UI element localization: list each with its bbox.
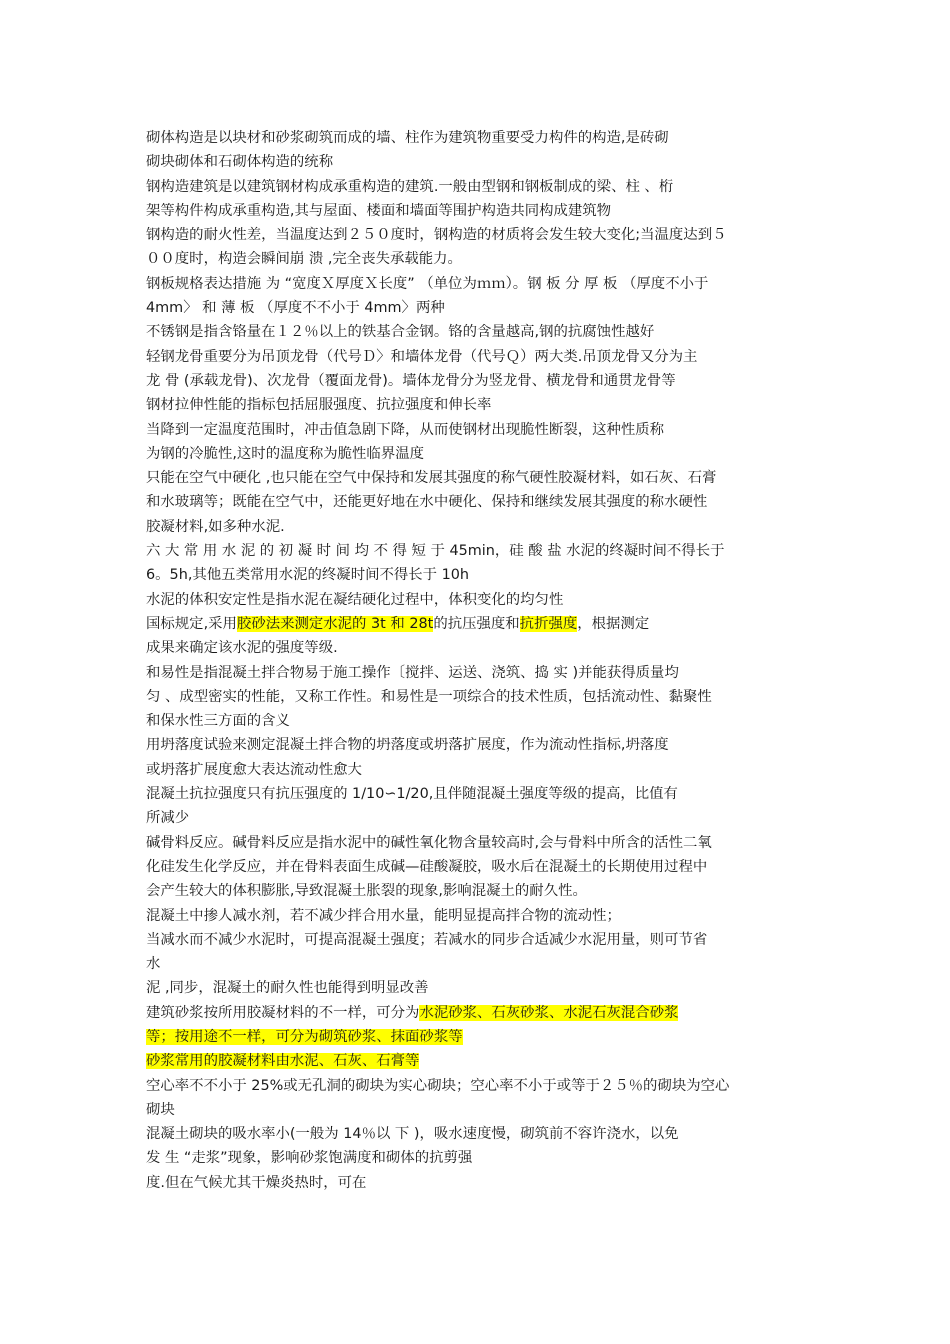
text-run: 不锈钢是指含铬量在１２％以上的铁基合金钢。铬的含量越高,钢的抗腐蚀性越好	[146, 324, 655, 341]
text-run: 轻钢龙骨重要分为吊顶龙骨（代号Ｄ〉和墙体龙骨（代号Ｑ）两大类.吊顶龙骨又分为主	[146, 348, 698, 365]
text-run: 度.但在气候尤其干燥炎热时，可在	[146, 1174, 367, 1191]
text-run: 发 生 “走浆”现象，影响砂浆饱满度和砌体的抗剪强	[146, 1150, 473, 1167]
text-run: 为钢的冷脆性,这时的温度称为脆性临界温度	[146, 445, 424, 462]
text-line	[146, 1074, 810, 1098]
text-run: 混凝土抗拉强度只有抗压强度的 1/10∽1/20,且伴随混凝土强度等级的提高，比值有	[146, 786, 678, 803]
text-run: 会产生较大的体积膨胀,导致混凝土胀裂的现象,影响混凝土的耐久性。	[146, 883, 587, 900]
text-line	[146, 879, 810, 903]
text-run: 砌块砌体和石砌体构造的统称	[146, 154, 334, 171]
text-line	[146, 588, 810, 612]
text-run: 匀 、成型密实的性能，又称工作性。和易性是一项综合的技术性质，包括流动性、黏聚性	[146, 688, 712, 705]
highlighted-text: 抗折强度	[519, 615, 578, 632]
text-line	[146, 831, 810, 855]
text-run: 和易性是指混凝土拌合物易于施工操作〔搅拌、运送、浇筑、捣 实 )并能获得质量均	[146, 664, 679, 681]
text-run: 混凝土砌块的吸水率小(一般为 14％以 下 )，吸水速度慢，砌筑前不容许浇水，以免	[146, 1126, 679, 1143]
text-line	[146, 904, 810, 928]
text-line	[146, 855, 810, 879]
text-run: 碱骨料反应。碱骨料反应是指水泥中的碱性氧化物含量较高时,会与骨料中所含的活性二氧	[146, 834, 712, 851]
text-line	[146, 928, 810, 952]
text-line	[146, 709, 810, 733]
text-run: 钢构造的耐火性差，当温度达到２５０度时，钢构造的材质将会发生较大变化;当温度达到５	[146, 227, 727, 244]
text-run: 架等构件构成承重构造,其与屋面、楼面和墙面等围护构造共同构成建筑物	[146, 202, 612, 219]
text-line	[146, 345, 810, 369]
text-line	[146, 369, 810, 393]
text-run: 砌块	[146, 1101, 175, 1118]
text-line	[146, 636, 810, 660]
text-line	[146, 612, 810, 636]
text-line	[146, 539, 810, 563]
text-line	[146, 272, 810, 296]
text-run: 钢构造建筑是以建筑钢材构成承重构造的建筑.一般由型钢和钢板制成的梁、柱 、桁	[146, 178, 674, 195]
text-run: 4mm〉 和 薄 板 （厚度不不小于 4mm〉两种	[146, 300, 445, 317]
text-run: ，根据测定	[577, 615, 650, 632]
text-run: 钢板规格表达措施 为 “宽度Ｘ厚度Ｘ长度” （单位为ｍｍ）。钢 板 分 厚 板 （厚度不小于	[146, 275, 709, 292]
text-run: 钢材拉伸性能的指标包括屈服强度、抗拉强度和伸长率	[146, 397, 492, 414]
text-line	[146, 1171, 810, 1195]
text-line	[146, 1001, 810, 1025]
text-line	[146, 247, 810, 271]
text-run: 空心率不不小于 25%或无孔洞的砌块为实心砌块；空心率不小于或等于２５％的砌块为空心	[146, 1077, 730, 1094]
text-line	[146, 1146, 810, 1170]
text-run: 当减水而不减少水泥时，可提高混凝土强度；若减水的同步合适减少水泥用量，则可节省	[146, 931, 708, 948]
text-line	[146, 976, 810, 1000]
text-run: 和保水性三方面的含义	[146, 713, 290, 730]
text-line	[146, 1122, 810, 1146]
text-line	[146, 952, 810, 976]
text-run: 建筑砂浆按所用胶凝材料的不一样，可分为	[146, 1004, 420, 1021]
highlighted-text: 等；按用途不一样，可分为砌筑砂浆、抹面砂浆等	[146, 1028, 463, 1045]
text-line	[146, 320, 810, 344]
text-run: 龙 骨 (承载龙骨)、次龙骨（覆面龙骨)。墙体龙骨分为竖龙骨、横龙骨和通贯龙骨等	[146, 372, 676, 389]
text-run: 用坍落度试验来测定混凝土拌合物的坍落度或坍落扩展度，作为流动性指标,坍落度	[146, 737, 669, 754]
text-line	[146, 515, 810, 539]
text-run: 泥 ,同步，混凝土的耐久性也能得到明显改善	[146, 980, 429, 997]
text-line	[146, 685, 810, 709]
text-line	[146, 758, 810, 782]
text-run: 成果来确定该水泥的强度等级.	[146, 640, 338, 657]
text-line	[146, 150, 810, 174]
highlighted-text: 砂浆常用的胶凝材料由水泥、石灰、石膏等	[146, 1053, 420, 1070]
text-line	[146, 393, 810, 417]
text-line	[146, 1098, 810, 1122]
text-run: 水	[146, 956, 161, 973]
highlighted-text: 水泥砂浆、石灰砂浆、水泥石灰混合砂浆	[419, 1004, 679, 1021]
text-run: 胶凝材料,如多种水泥.	[146, 518, 285, 535]
text-run: 只能在空气中硬化 ,也只能在空气中保持和发展其强度的称气硬性胶凝材料，如石灰、石膏	[146, 470, 717, 487]
text-run: 水泥的体积安定性是指水泥在凝结硬化过程中，体积变化的均匀性	[146, 591, 564, 608]
text-run: 化硅发生化学反应，并在骨料表面生成碱—硅酸凝胶，吸水后在混凝土的长期使用过程中	[146, 858, 708, 875]
text-run: 国标规定,采用	[146, 615, 237, 632]
text-line	[146, 782, 810, 806]
text-line	[146, 806, 810, 830]
text-run: 或坍落扩展度愈大表达流动性愈大	[146, 761, 362, 778]
text-line	[146, 490, 810, 514]
text-run: 的抗压强度和	[433, 615, 520, 632]
document-body	[146, 126, 810, 1195]
text-run: 当降到一定温度范围时，冲击值急剧下降，从而使钢材出现脆性断裂，这种性质称	[146, 421, 665, 438]
text-line	[146, 126, 810, 150]
highlighted-text: 胶砂法来测定水泥的 3t 和 28t	[236, 615, 434, 632]
text-line	[146, 1025, 810, 1049]
text-line	[146, 466, 810, 490]
text-line	[146, 442, 810, 466]
text-line	[146, 199, 810, 223]
text-line	[146, 175, 810, 199]
text-line	[146, 418, 810, 442]
text-line	[146, 563, 810, 587]
text-run: 混凝土中掺人减水剂，若不减少拌合用水量，能明显提高拌合物的流动性；	[146, 907, 621, 924]
text-line	[146, 296, 810, 320]
text-run: 六 大 常 用 水 泥 的 初 凝 时 间 均 不 得 短 于 45min，硅 酸 盐 水泥的终凝时间不得长于	[146, 543, 725, 560]
text-run: 和水玻璃等；既能在空气中，还能更好地在水中硬化、保持和继续发展其强度的称水硬性	[146, 494, 708, 511]
text-line	[146, 733, 810, 757]
text-line	[146, 661, 810, 685]
text-line	[146, 223, 810, 247]
text-run: 6。5h,其他五类常用水泥的终凝时间不得长于 10h	[146, 567, 470, 584]
text-run: ００度时，构造会瞬间崩 溃 ,完全丧失承载能力。	[146, 251, 462, 268]
text-run: 砌体构造是以块材和砂浆砌筑而成的墙、柱作为建筑物重要受力构件的构造,是砖砌	[146, 130, 669, 146]
text-run: 所减少	[146, 810, 190, 827]
text-line	[146, 1049, 810, 1073]
